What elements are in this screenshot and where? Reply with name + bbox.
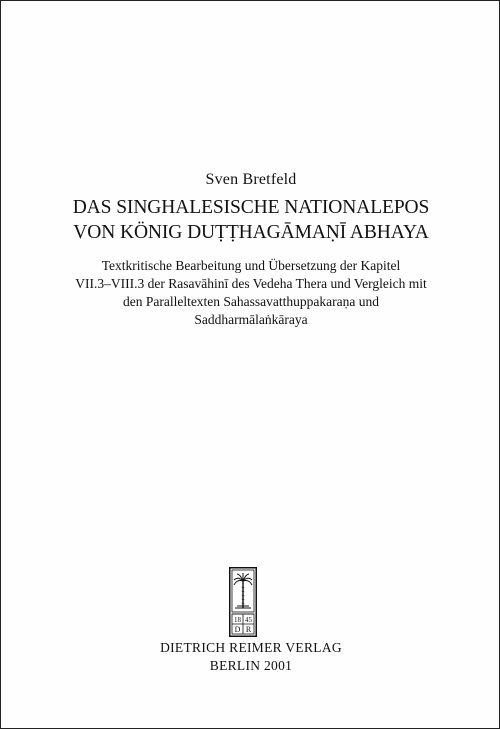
subtitle-line-4: Saddharmālaṅkāraya [194,312,308,327]
publisher-name: DIETRICH REIMER VERLAG [160,640,342,655]
publisher-block [1,639,500,675]
book-title-line-1: DAS SINGHALESISCHE NATIONALEPOS [72,197,430,218]
book-subtitle [1,257,500,329]
logo-year-right: 45 [245,616,252,624]
subtitle-line-1: Textkritische Bearbeitung und Übersetzung der Kapitel [101,258,401,273]
publisher-place-year: BERLIN 2001 [209,658,293,673]
logo-letter-right: R [245,625,252,634]
book-title [1,195,500,245]
subtitle-line-2: VII.3–VIII.3 der Rasavāhinī des Vedeha Thera und Vergleich mit [75,276,427,291]
author-name: Sven Bretfeld [205,171,297,188]
book-title-line-2: VON KÖNIG DUṬṬHAGĀMAṆĪ ABHAYA [73,222,429,243]
subtitle-line-3: den Paralleltexten Sahassavatthuppakaraṇa und [122,294,380,309]
publisher-logo-icon [229,567,257,637]
logo-year-left: 18 [234,616,241,624]
logo-letter-left: D [234,625,241,634]
